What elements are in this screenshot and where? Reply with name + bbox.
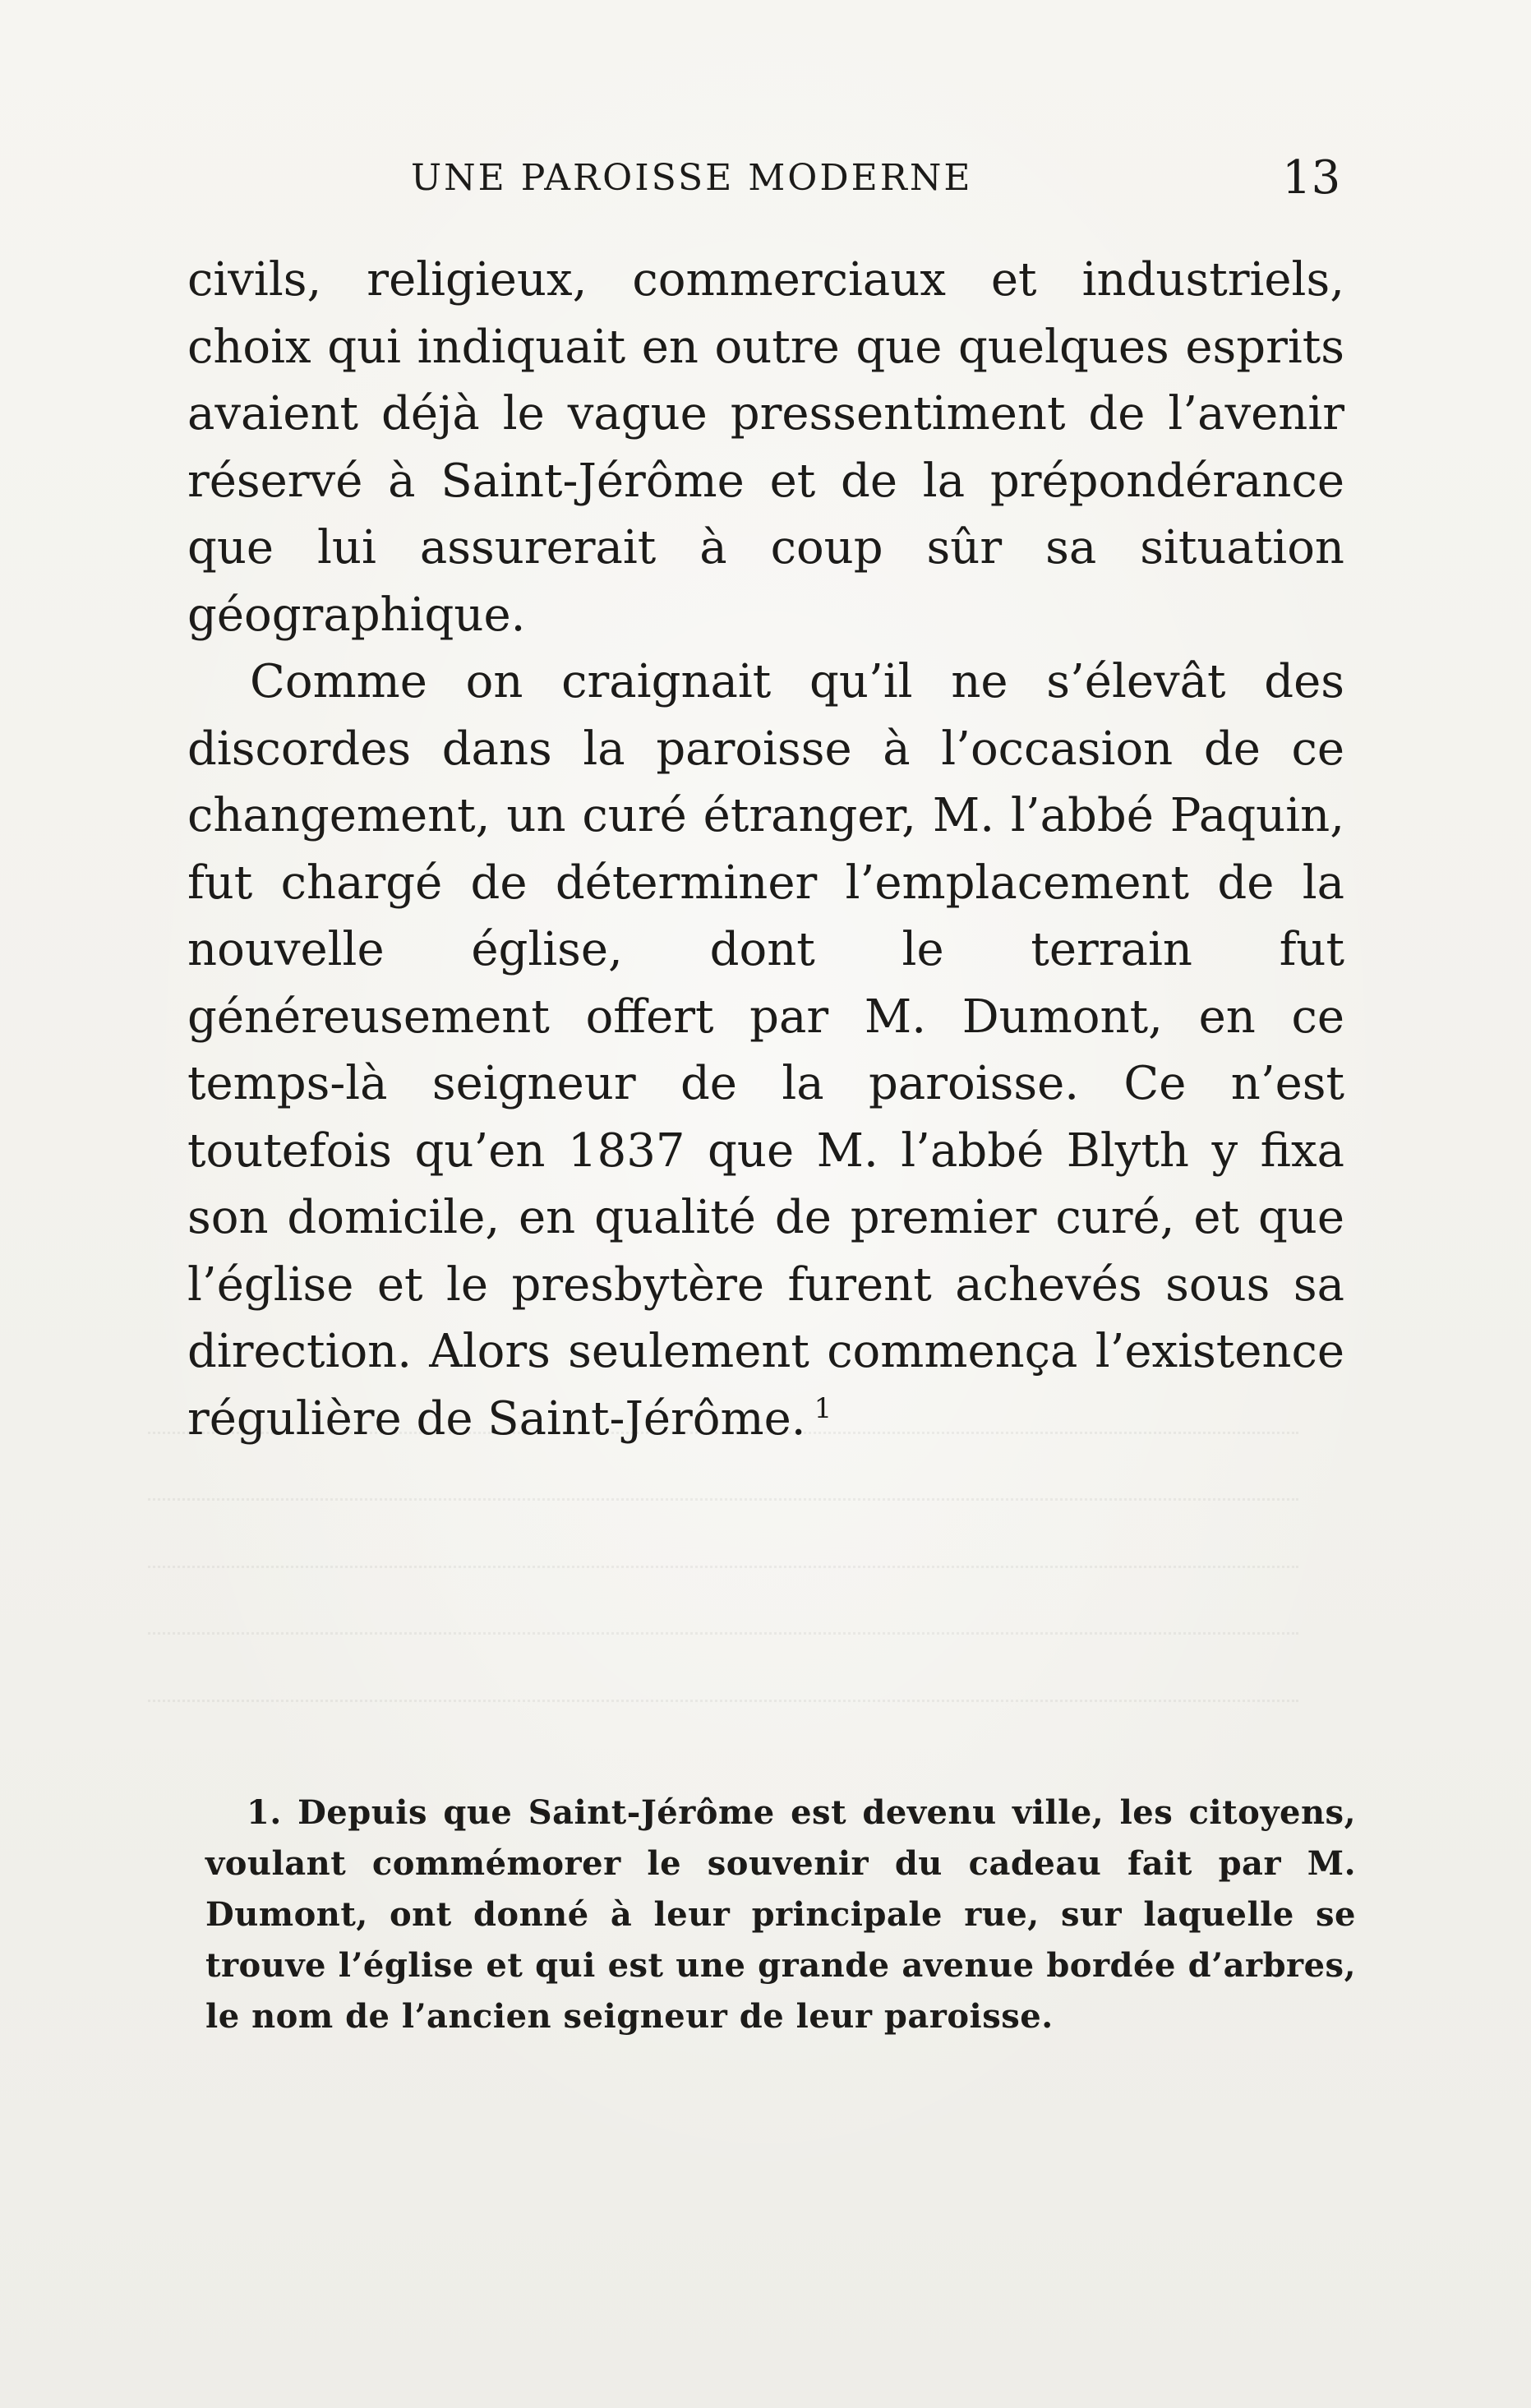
paragraph-2	[187, 648, 1344, 1452]
footnote-reference: 1	[814, 1391, 832, 1425]
footnote	[205, 1788, 1356, 2042]
running-title: UNE PAROISSE MODERNE	[411, 157, 973, 199]
page-number: 13	[1282, 151, 1341, 205]
page-header	[0, 150, 1531, 207]
paragraph-1: civils, religieux, commerciaux et industriels, choix qui indiquait en outre que quelques esprits avaient déjà le vague pressentiment de l’avenir réservé à Saint-Jérôme et de la prépondérance que lui assurerait à coup sûr sa situation géographique.	[187, 253, 1344, 642]
paragraph-2-text: Comme on craignait qu’il ne s’élevât des discordes dans la paroisse à l’occasion de ce changement, un curé étranger, M. l’abbé Paquin, fut chargé de déterminer l’emplacement de la nouvelle église, dont le terrain fut généreusement offert par M. Dumont, en ce temps-là seigneur de la paroisse. Ce n’est toutefois qu’en 1837 que M. l’abbé Blyth y fixa son domicile, en qualité de premier curé, et que l’église et le presbytère furent achevés sous sa direction. Alors seulement commença l’existence régulière de Saint-Jérôme.	[187, 655, 1344, 1446]
footnote-text: 1. Depuis que Saint-Jérôme est devenu ville, les citoyens, voulant commémorer le souvenir du cadeau fait par M. Dumont, ont donné à leur principale rue, sur laquelle se trouve l’église et qui est une grande avenue bordée d’arbres, le nom de l’ancien seigneur de leur paroisse.	[205, 1793, 1356, 2036]
main-text	[187, 247, 1344, 1452]
